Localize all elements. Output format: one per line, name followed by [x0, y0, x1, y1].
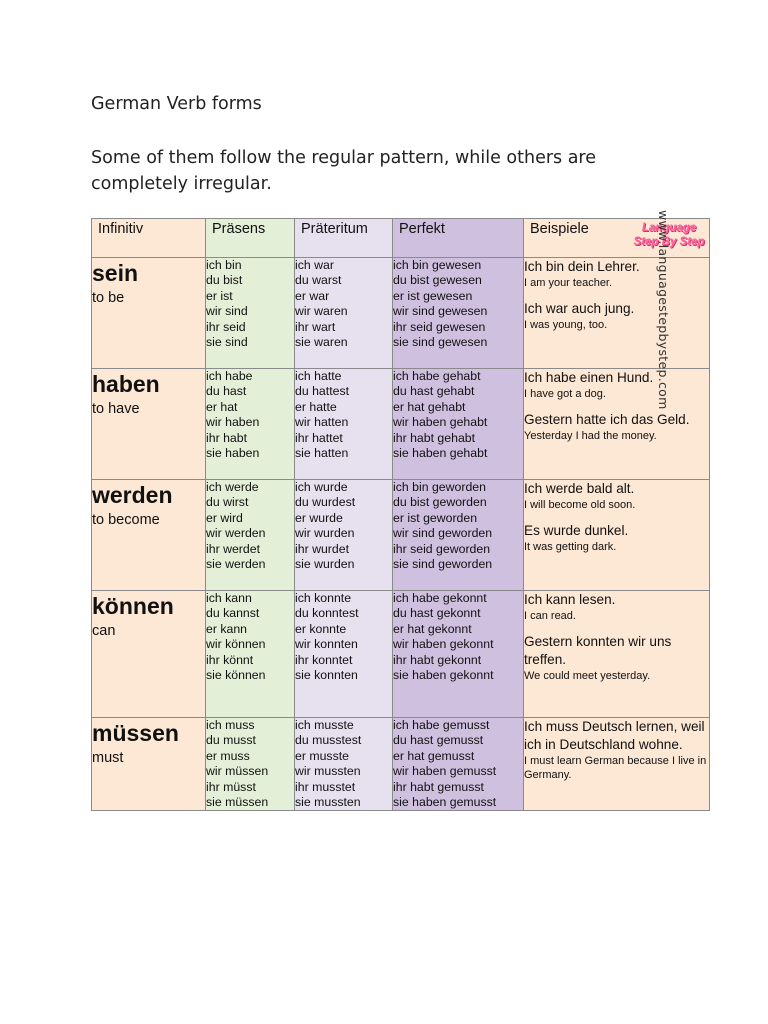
- verb-row-1: [92, 369, 710, 480]
- infinitive-translation: to have: [92, 401, 140, 417]
- infinitive-verb: sein: [92, 260, 139, 286]
- praesens-form: ich bin: [206, 258, 242, 272]
- infinitiv-cell: [92, 258, 206, 369]
- example-german: Es wurde dunkel.: [524, 523, 629, 538]
- praeteritum-form: wir mussten: [295, 764, 361, 779]
- infinitive-translation: can: [92, 623, 116, 639]
- praeteritum-form: ich wurde: [295, 480, 348, 494]
- perfekt-form: du hast gemusst: [393, 733, 484, 748]
- beispiele-cell: [524, 591, 710, 718]
- praeteritum-form: sie hatten: [295, 446, 349, 461]
- infinitive-translation: to become: [92, 512, 160, 528]
- praeteritum-form: er musste: [295, 748, 349, 763]
- praesens-form: er wird: [206, 510, 243, 525]
- beispiele-cell: [524, 718, 710, 811]
- perfekt-form: sie sind geworden: [393, 557, 493, 572]
- perfekt-form: ihr habt gekonnt: [393, 652, 482, 667]
- praeteritum-form: ich musste: [295, 718, 354, 732]
- perfekt-form: ich bin geworden: [393, 480, 486, 494]
- header-praeteritum: Präteritum: [295, 219, 393, 258]
- infinitive-translation: must: [92, 750, 124, 766]
- perfekt-cell: [393, 591, 524, 718]
- example-english: I will become old soon.: [524, 499, 636, 511]
- perfekt-form: du bist gewesen: [393, 273, 482, 288]
- praesens-cell: [206, 480, 295, 591]
- praesens-form: er kann: [206, 621, 248, 636]
- praesens-cell: [206, 718, 295, 811]
- praeteritum-form: ihr wart: [295, 319, 336, 334]
- praeteritum-form: ihr wurdet: [295, 541, 349, 556]
- praesens-form: sie sind: [206, 335, 248, 350]
- example-english: I can read.: [524, 610, 576, 622]
- perfekt-form: ihr habt gehabt: [393, 430, 476, 445]
- example-english: I was young, too.: [524, 319, 608, 331]
- verb-row-0: [92, 258, 710, 369]
- logo-line-2: Step By Step: [633, 236, 705, 248]
- perfekt-form: ihr habt gemusst: [393, 779, 484, 794]
- praesens-form: ich muss: [206, 718, 255, 732]
- example-english: We could meet yesterday.: [524, 670, 651, 682]
- perfekt-form: ich habe gekonnt: [393, 591, 487, 605]
- praeteritum-form: du musstest: [295, 733, 362, 748]
- praeteritum-form: ihr musstet: [295, 779, 356, 794]
- perfekt-cell: [393, 480, 524, 591]
- praeteritum-form: sie wurden: [295, 557, 355, 572]
- infinitiv-cell: [92, 591, 206, 718]
- praesens-form: wir können: [206, 637, 266, 652]
- praesens-form: ich werde: [206, 480, 259, 494]
- praeteritum-form: ihr hattet: [295, 430, 343, 445]
- praeteritum-form: sie mussten: [295, 795, 361, 810]
- beispiele-cell: [524, 480, 710, 591]
- example-english: I am your teacher.: [524, 277, 613, 289]
- praeteritum-form: er hatte: [295, 399, 337, 414]
- praesens-form: wir haben: [206, 415, 260, 430]
- praesens-form: ich kann: [206, 591, 252, 605]
- praesens-form: du kannst: [206, 606, 260, 621]
- perfekt-form: du hast gehabt: [393, 384, 475, 399]
- infinitive-translation: to be: [92, 290, 125, 306]
- example-german: Ich habe einen Hund.: [524, 370, 654, 385]
- header-beispiele-label: Beispiele: [530, 221, 589, 237]
- praesens-form: du hast: [206, 384, 247, 399]
- praeteritum-form: du hattest: [295, 384, 350, 399]
- praeteritum-form: wir waren: [295, 304, 348, 319]
- praesens-form: ihr seid: [206, 319, 246, 334]
- infinitiv-cell: [92, 718, 206, 811]
- praeteritum-form: wir hatten: [295, 415, 349, 430]
- praesens-form: du bist: [206, 273, 243, 288]
- perfekt-form: er hat gemusst: [393, 748, 475, 763]
- example-english: It was getting dark.: [524, 541, 617, 553]
- praesens-cell: [206, 369, 295, 480]
- praeteritum-cell: [295, 591, 393, 718]
- perfekt-form: ihr seid gewesen: [393, 319, 486, 334]
- praesens-form: sie werden: [206, 557, 266, 572]
- infinitive-verb: können: [92, 593, 174, 619]
- perfekt-form: er hat gehabt: [393, 399, 466, 414]
- infinitive-verb: müssen: [92, 720, 179, 746]
- praeteritum-form: du warst: [295, 273, 342, 288]
- perfekt-cell: [393, 369, 524, 480]
- praeteritum-cell: [295, 258, 393, 369]
- praesens-form: sie müssen: [206, 795, 269, 810]
- praeteritum-cell: [295, 718, 393, 811]
- praesens-form: sie können: [206, 668, 266, 683]
- perfekt-form: er ist gewesen: [393, 288, 473, 303]
- website-watermark: www.languagestepbystep.com: [656, 210, 671, 410]
- praesens-form: ihr werdet: [206, 541, 260, 556]
- beispiele-cell: [524, 369, 710, 480]
- praesens-form: er muss: [206, 748, 250, 763]
- example-german: Ich bin dein Lehrer.: [524, 259, 640, 274]
- praeteritum-form: sie konnten: [295, 668, 358, 683]
- header-infinitiv: Infinitiv: [92, 219, 206, 258]
- example-german: Ich war auch jung.: [524, 301, 635, 316]
- praesens-form: ihr müsst: [206, 779, 256, 794]
- perfekt-form: ich habe gemusst: [393, 718, 490, 732]
- document-intro: Some of them follow the regular pattern, while others are completely irregular.: [91, 148, 597, 194]
- perfekt-form: wir sind gewesen: [393, 304, 488, 319]
- praeteritum-form: du konntest: [295, 606, 359, 621]
- beispiele-cell: [524, 258, 710, 369]
- perfekt-form: sie sind gewesen: [393, 335, 488, 350]
- header-perfekt: Perfekt: [393, 219, 524, 258]
- document-title: German Verb forms: [91, 94, 262, 114]
- praesens-form: wir müssen: [206, 764, 269, 779]
- praesens-form: du musst: [206, 733, 256, 748]
- praeteritum-form: ich konnte: [295, 591, 352, 605]
- praesens-form: wir sind: [206, 304, 248, 319]
- verb-forms-table: [91, 218, 710, 811]
- praesens-form: du wirst: [206, 495, 249, 510]
- example-german: Gestern hatte ich das Geld.: [524, 412, 690, 427]
- verb-row-4: [92, 718, 710, 811]
- praeteritum-form: er wurde: [295, 510, 343, 525]
- praesens-form: ich habe: [206, 369, 253, 383]
- praeteritum-form: er war: [295, 288, 330, 303]
- header-beispiele: [524, 219, 710, 258]
- praesens-form: ihr könnt: [206, 652, 254, 667]
- logo-line-1: Language: [641, 222, 697, 234]
- perfekt-form: sie haben gehabt: [393, 446, 488, 461]
- praeteritum-cell: [295, 369, 393, 480]
- perfekt-form: wir haben gehabt: [393, 415, 488, 430]
- perfekt-form: ich bin gewesen: [393, 258, 482, 272]
- praesens-form: er hat: [206, 399, 238, 414]
- perfekt-form: ich habe gehabt: [393, 369, 481, 383]
- perfekt-form: er hat gekonnt: [393, 621, 472, 636]
- example-german: Gestern konnten wir uns treffen.: [524, 634, 672, 667]
- example-german: Ich kann lesen.: [524, 592, 616, 607]
- perfekt-form: wir haben gekonnt: [393, 637, 494, 652]
- example-english: I have got a dog.: [524, 388, 606, 400]
- infinitiv-cell: [92, 369, 206, 480]
- perfekt-form: er ist geworden: [393, 510, 478, 525]
- praesens-cell: [206, 591, 295, 718]
- praeteritum-form: sie waren: [295, 335, 348, 350]
- header-praesens: Präsens: [206, 219, 295, 258]
- example-english: Yesterday I had the money.: [524, 430, 657, 442]
- praesens-cell: [206, 258, 295, 369]
- infinitive-verb: haben: [92, 371, 160, 397]
- table-header-row: [92, 219, 710, 258]
- praeteritum-form: ich hatte: [295, 369, 342, 383]
- praeteritum-form: du wurdest: [295, 495, 356, 510]
- praesens-form: wir werden: [206, 526, 266, 541]
- example-german: Ich muss Deutsch lernen, weil ich in Deutschland wohne.: [524, 719, 705, 752]
- praeteritum-form: ich war: [295, 258, 334, 272]
- perfekt-form: ihr seid geworden: [393, 541, 491, 556]
- perfekt-form: du bist geworden: [393, 495, 487, 510]
- perfekt-form: wir haben gemusst: [393, 764, 497, 779]
- perfekt-form: du hast gekonnt: [393, 606, 481, 621]
- example-english: I must learn German because I live in Germany.: [524, 755, 707, 781]
- verb-row-3: [92, 591, 710, 718]
- infinitive-verb: werden: [92, 482, 173, 508]
- perfekt-form: sie haben gemusst: [393, 795, 497, 810]
- verb-row-2: [92, 480, 710, 591]
- praesens-form: er ist: [206, 288, 233, 303]
- praeteritum-form: wir konnten: [295, 637, 358, 652]
- perfekt-form: sie haben gekonnt: [393, 668, 494, 683]
- praesens-form: sie haben: [206, 446, 260, 461]
- praeteritum-cell: [295, 480, 393, 591]
- example-german: Ich werde bald alt.: [524, 481, 635, 496]
- perfekt-cell: [393, 258, 524, 369]
- perfekt-form: wir sind geworden: [393, 526, 493, 541]
- praeteritum-form: er konnte: [295, 621, 347, 636]
- praeteritum-form: ihr konntet: [295, 652, 353, 667]
- praesens-form: ihr habt: [206, 430, 248, 445]
- infinitiv-cell: [92, 480, 206, 591]
- perfekt-cell: [393, 718, 524, 811]
- praeteritum-form: wir wurden: [295, 526, 355, 541]
